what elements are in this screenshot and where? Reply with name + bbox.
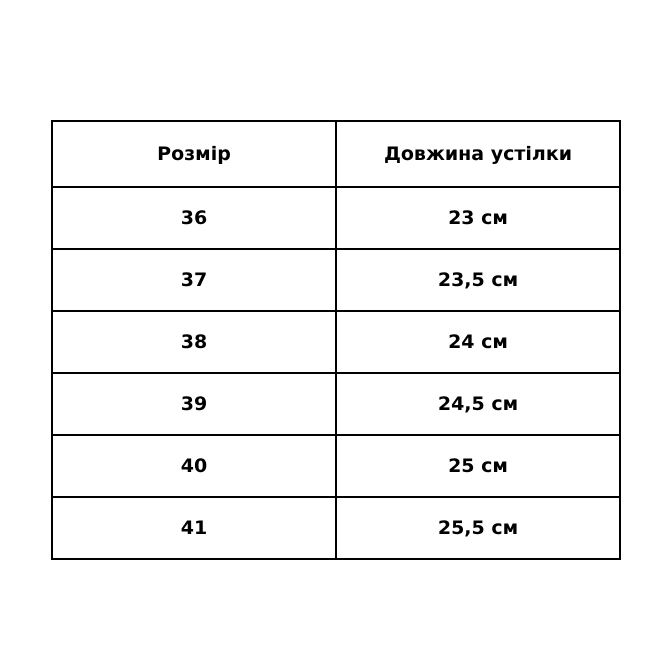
- column-header-insole-length: [336, 121, 620, 187]
- cell-insole-length-value: 25,5 см: [437, 516, 519, 539]
- table-body: [52, 187, 620, 559]
- cell-size-value: 41: [180, 516, 208, 539]
- cell-size: [52, 249, 336, 311]
- cell-insole-length: [336, 435, 620, 497]
- table-row: [52, 187, 620, 249]
- cell-size: [52, 311, 336, 373]
- size-chart-container: [51, 120, 619, 560]
- cell-size-value: 36: [180, 206, 208, 229]
- cell-insole-length: [336, 249, 620, 311]
- cell-insole-length: [336, 187, 620, 249]
- cell-size-value: 38: [180, 330, 208, 353]
- column-header-size: [52, 121, 336, 187]
- cell-size-value: 37: [180, 268, 208, 291]
- cell-size: [52, 187, 336, 249]
- column-header-size-label: Розмір: [157, 142, 231, 165]
- cell-insole-length-value: 24 см: [448, 330, 508, 353]
- cell-insole-length-value: 25 см: [448, 454, 508, 477]
- cell-size: [52, 497, 336, 559]
- cell-insole-length-value: 24,5 см: [437, 392, 519, 415]
- table-row: [52, 373, 620, 435]
- column-header-insole-length-label: Довжина устілки: [383, 142, 573, 165]
- cell-size-value: 39: [180, 392, 208, 415]
- cell-size-value: 40: [180, 454, 208, 477]
- cell-insole-length: [336, 311, 620, 373]
- cell-size: [52, 435, 336, 497]
- size-chart-table: [51, 120, 621, 560]
- table-header-row: [52, 121, 620, 187]
- table-row: [52, 311, 620, 373]
- cell-insole-length-value: 23,5 см: [437, 268, 519, 291]
- cell-insole-length: [336, 373, 620, 435]
- table-row: [52, 435, 620, 497]
- table-row: [52, 249, 620, 311]
- cell-size: [52, 373, 336, 435]
- cell-insole-length: [336, 497, 620, 559]
- cell-insole-length-value: 23 см: [448, 206, 508, 229]
- table-row: [52, 497, 620, 559]
- table-header: [52, 121, 620, 187]
